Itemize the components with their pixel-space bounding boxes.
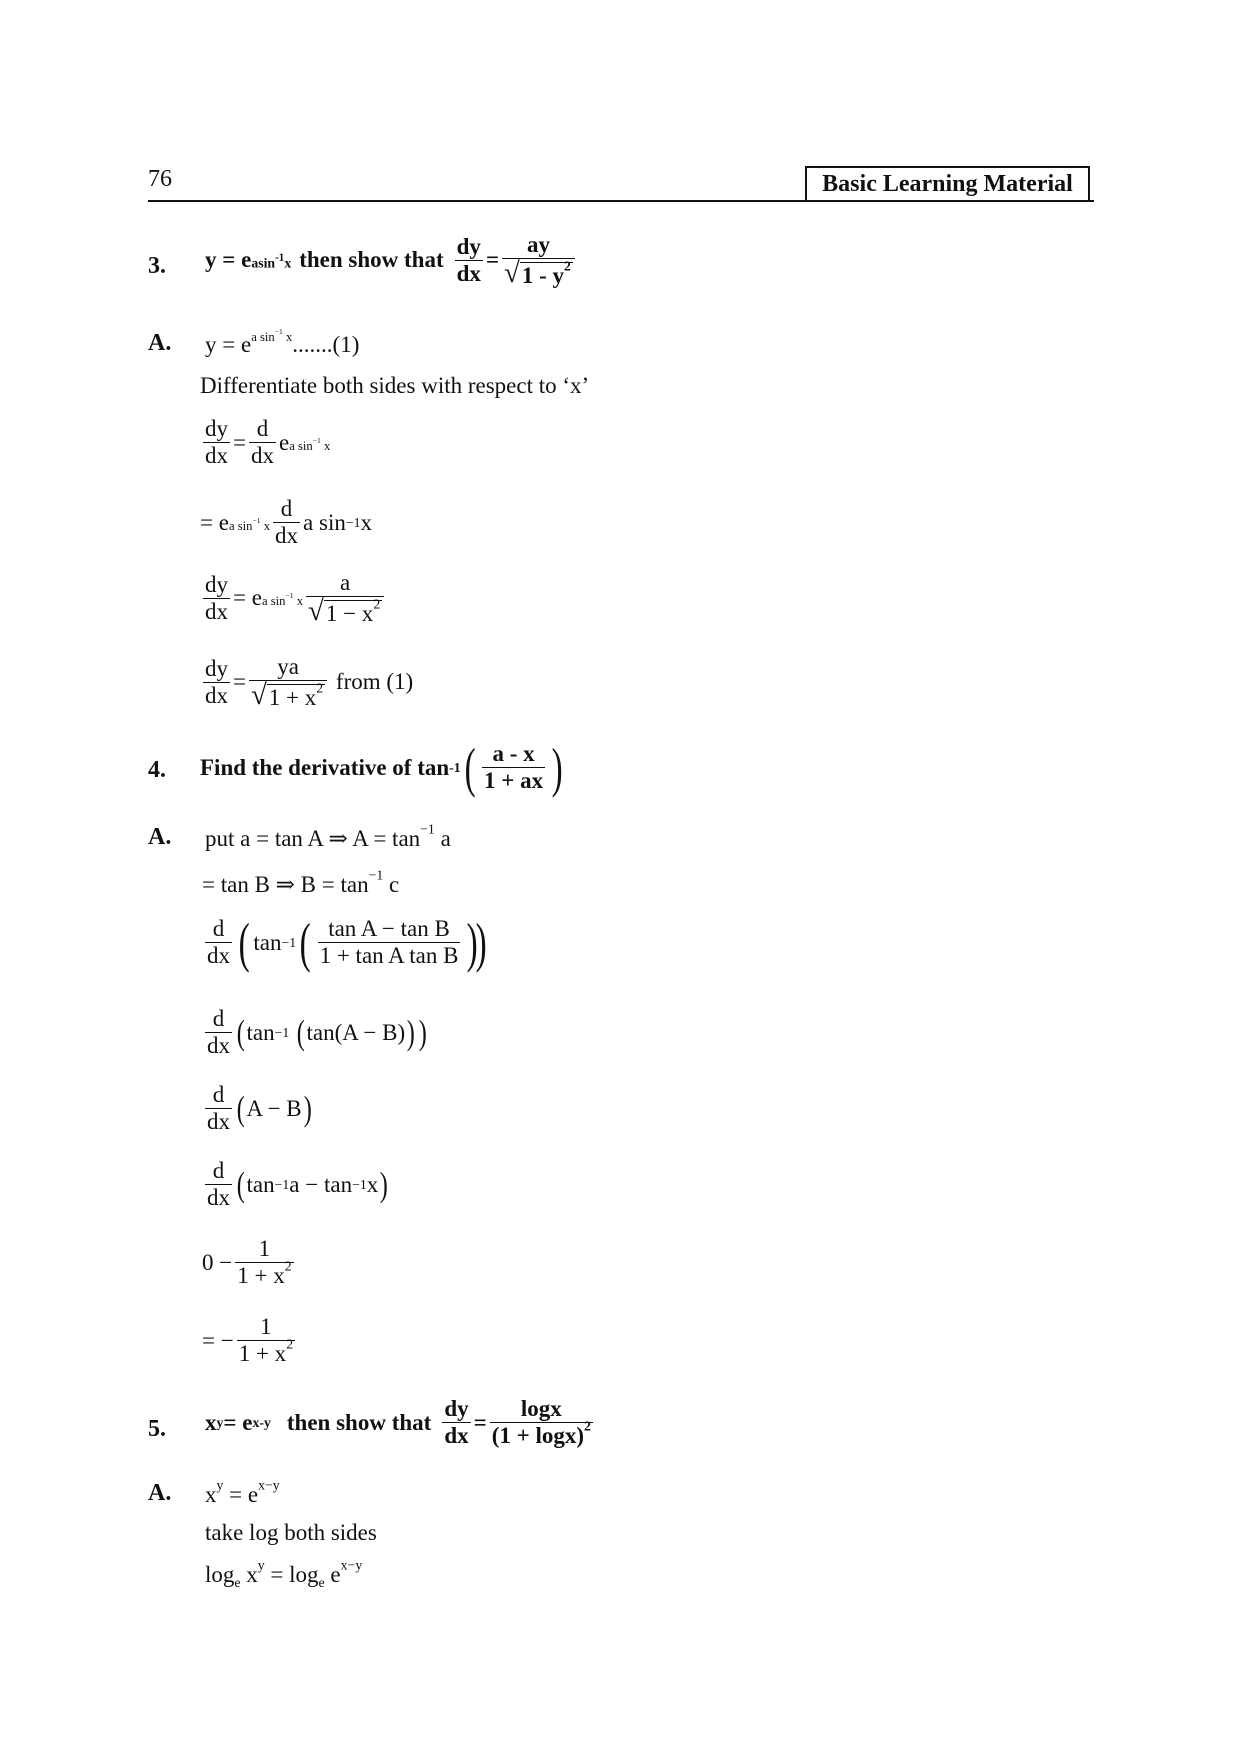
a4-line1-end: a [434, 826, 451, 851]
a4-line1-text: put a = tan A ⇒ A = tan [205, 826, 421, 851]
q3-den-r-text: 1 - y [521, 262, 564, 288]
a4-s2-d: d [212, 1006, 225, 1031]
a3-s4-den: √ $1 + x^2$ [249, 680, 327, 710]
a4-line2-text: = tan B ⇒ B = tan [202, 872, 369, 897]
a4-s1-tan: tan [253, 929, 282, 955]
a3-s4-dydx [203, 656, 230, 710]
a3-s2-dx: dx [275, 523, 299, 549]
a4-s1-rparen: ) [475, 912, 487, 973]
question-5-statement: x y = e x-y then show that $\frac{dy}{dx}$ = $\frac{\log x}{(1 + \log x)^2}$ [205, 1396, 591, 1449]
q3-lhs: y = e [205, 247, 252, 273]
q4-num: a - x [492, 740, 535, 766]
q5-phrase: then show that [286, 1409, 432, 1435]
a4-s4-tan: tan [246, 1171, 275, 1197]
a4-step3: $\frac{d}{dx}$ ( A − B ) [207, 1082, 312, 1135]
a3-s1-eq: = [233, 429, 246, 455]
question-3-number: 3. [148, 253, 166, 279]
a4-s3-d: d [212, 1082, 225, 1107]
a3-s4-dy: dy [205, 655, 228, 681]
q3-phrase: then show that [299, 247, 444, 273]
q3-eq: = [485, 247, 500, 273]
q5-eq: = [473, 1409, 487, 1435]
a3-s3-e: e [251, 585, 262, 611]
q5-den-l: dx [444, 1423, 469, 1449]
question-3-statement [205, 232, 578, 289]
a4-s1-ddx [205, 916, 232, 970]
a4-step1: $\frac{d}{dx}$ ( tan −1 ( $\frac{\text{tan A − tan B}}{\text{1 + tan A tan B}}$ ) ) [207, 912, 487, 973]
q3-frac-right [502, 232, 575, 289]
a3-s2-tail-x: x [360, 509, 373, 535]
a4-s4-dx: dx [207, 1185, 230, 1211]
a3-s2-e: e [218, 509, 229, 535]
a3-s3-eq: = [233, 585, 246, 611]
a3-s3-dx: dx [205, 598, 228, 624]
a3-s4-frac [249, 654, 327, 711]
a3-s3-num: a [340, 570, 351, 595]
q3-exp-inv: -1 [275, 251, 285, 264]
a5-l3-exp: x−y [340, 1557, 363, 1573]
a4-line2-end: c [383, 872, 400, 897]
a4-s3-inner: A − B [246, 1095, 302, 1121]
a3-line1-var: x [282, 329, 293, 344]
a3-s4-dx: dx [205, 682, 228, 708]
a4-step2: $\frac{d}{dx}$ ( tan −1 ( tan(A − B) ) ) [207, 1006, 427, 1059]
a4-s2-ddx [205, 1006, 232, 1060]
q4-text: Find the derivative of tan [200, 754, 450, 780]
a4-step5 [202, 1236, 297, 1290]
a4-s5-num: 1 [258, 1236, 271, 1261]
a5-l1-exp: x−y [258, 1477, 280, 1493]
book-title-box [805, 166, 1090, 202]
a4-s6-num: 1 [260, 1314, 272, 1339]
q5-num-r: logx [520, 1396, 562, 1421]
a4-s1-rparen2: ) [467, 912, 479, 973]
a3-line1-lhs: y = e [205, 332, 252, 358]
a3-step4 [200, 654, 413, 711]
a3-s2-eq: = [200, 509, 213, 535]
a3-line1-exp: a sin [251, 329, 275, 344]
a3-line1-tag: .......(1) [292, 332, 360, 358]
a4-s5-frac [235, 1236, 293, 1290]
a3-s2-d: d [280, 496, 293, 521]
question-4-number: 4. [148, 757, 166, 783]
a4-s5-den-text: 1 + x [237, 1263, 285, 1289]
q3-den-l: dx [456, 260, 481, 286]
q5-eq-e: = e [223, 1409, 253, 1435]
page-number: 76 [148, 166, 172, 192]
a3-s2-x: x [260, 518, 271, 533]
header-rule [148, 200, 1094, 202]
a5-l1-eq: = e [223, 1482, 259, 1507]
a3-s1-dx: dx [205, 443, 228, 469]
q3-num-l: dy [456, 233, 481, 259]
q4-frac [482, 741, 545, 795]
a3-s4-den-text: 1 + x [268, 684, 317, 710]
a4-s1-num: tan A − tan B [328, 915, 450, 941]
a4-step6 [202, 1314, 298, 1368]
a4-s6-den [237, 1337, 295, 1367]
a4-step4: $\frac{d}{dx}$ ( tan −1 a − tan −1 x ) [207, 1158, 389, 1211]
a4-s4-end: x [366, 1171, 379, 1197]
a3-step2: = e a $\sin^{-1} x$ $\frac{d}{dx}$ a sin −1 x [200, 496, 373, 549]
q5-frac-left [442, 1396, 470, 1450]
a3-s1-inv: −1 [312, 435, 321, 445]
a3-s4-tag: from (1) [335, 669, 414, 695]
q5-frac-right [490, 1396, 593, 1450]
a3-step3 [200, 570, 387, 627]
a4-s1-lparen2: ( [299, 912, 311, 973]
a4-line1-inv: −1 [420, 821, 435, 837]
a5-l3-eq: = log [264, 1562, 319, 1587]
q3-den-r: √ $1 - y^2$ [502, 258, 575, 288]
a3-s1-exp: a sin [289, 438, 313, 453]
a5-line3 [205, 1557, 363, 1590]
q3-den-r-pow: 2 [564, 258, 571, 274]
a3-step1 [200, 416, 330, 470]
answer-4-label: A. [148, 824, 172, 850]
a3-s3-inv: −1 [285, 591, 294, 601]
a4-s6-frac [237, 1314, 295, 1368]
a4-s1-d: d [212, 915, 225, 941]
a4-s4-mid: a − tan [289, 1171, 353, 1197]
a3-line1 [205, 327, 360, 358]
a4-s1-den: 1 + tan A tan B [319, 943, 459, 969]
a4-s3-ddx [205, 1082, 232, 1136]
a3-s3-dy: dy [205, 571, 228, 597]
a3-s1-e: e [278, 429, 290, 455]
a5-l3-e: e [234, 1574, 241, 1590]
q5-den-r [490, 1419, 593, 1449]
a3-s2-exp: a sin [228, 518, 253, 533]
a4-line1 [205, 821, 451, 852]
q5-den-r-text: (1 + logx) [491, 1423, 585, 1449]
a3-s4-eq: = [233, 669, 246, 695]
q4-lparen: ( [464, 737, 476, 798]
q5-den-r-pow: 2 [584, 1419, 591, 1435]
a3-s3-frac [306, 570, 384, 627]
q5-num-l: dy [444, 1396, 469, 1421]
a4-s1-lparen: ( [238, 912, 250, 973]
a4-s5-lead: 0 − [202, 1249, 233, 1275]
a4-s4-ddx [205, 1158, 232, 1212]
q5-x: x [205, 1409, 217, 1435]
a5-l3-log: log [205, 1562, 235, 1587]
a5-line1 [205, 1477, 280, 1508]
question-4-statement: Find the derivative of tan -1 ( $\frac{a - x}{1 + ax}$ ) [200, 737, 563, 798]
a5-line2: take log both sides [205, 1520, 377, 1545]
a4-line2 [202, 867, 400, 898]
a5-l3-e3: e [324, 1562, 341, 1587]
a3-s1-dydx [203, 416, 230, 470]
a3-s2-ddx [273, 496, 300, 550]
q3-exp: asin [251, 255, 276, 271]
book-title: Basic Learning Material [822, 170, 1073, 197]
a4-s2-inner: tan(A − B) [306, 1019, 406, 1045]
a4-s6-pow: 2 [286, 1337, 294, 1353]
a4-s1-dx: dx [207, 943, 230, 969]
a4-s6-lead: = − [202, 1327, 234, 1353]
a3-s3-x: x [293, 593, 304, 608]
q4-rparen: ) [551, 737, 563, 798]
a4-s3-dx: dx [207, 1109, 230, 1135]
a3-s3-dydx [203, 572, 230, 626]
a5-l1-y: y [216, 1477, 224, 1493]
a4-s4-d: d [212, 1158, 225, 1183]
a3-line1-inv: −1 [274, 327, 283, 336]
a3-s1-d: d [256, 416, 269, 441]
a4-s5-den [235, 1259, 293, 1289]
a4-line2-inv: −1 [368, 867, 384, 883]
answer-5-label: A. [148, 1480, 172, 1506]
a3-instruction: Differentiate both sides with respect to ‘x’ [200, 373, 590, 398]
a3-s3-exp: a sin [261, 593, 286, 608]
a4-s2-tan: tan [246, 1019, 275, 1045]
a5-l3-y: y [257, 1557, 265, 1573]
q4-den: 1 + ax [484, 768, 544, 794]
question-5-number: 5. [148, 1416, 166, 1442]
a3-s4-pow: 2 [316, 680, 324, 696]
q3-exp-var: x [284, 255, 292, 271]
a4-s6-den-text: 1 + x [238, 1341, 287, 1367]
a5-l1-x: x [205, 1482, 217, 1507]
a4-s5-pow: 2 [284, 1259, 292, 1275]
a4-s2-dx: dx [207, 1033, 230, 1059]
a5-l3-x: x [240, 1562, 258, 1587]
a3-s1-ddx [249, 416, 276, 470]
a3-s4-num: ya [277, 654, 299, 679]
a5-l3-e2: e [318, 1574, 325, 1590]
a3-s2-tail: a sin [303, 509, 346, 535]
q3-frac-left [455, 234, 483, 288]
q3-num-r: ay [526, 232, 550, 257]
answer-3-label: A. [148, 330, 172, 356]
a3-s1-dy: dy [205, 416, 228, 441]
a3-s3-pow: 2 [373, 596, 381, 612]
a3-s1-dx2: dx [250, 443, 274, 469]
a3-s2-inv: −1 [252, 515, 261, 525]
a3-s1-x: x [320, 438, 331, 453]
a4-s1-frac [318, 916, 461, 970]
a3-s3-den: √ $1 - x^2$ [306, 596, 384, 626]
a3-s3-den-text: 1 − x [325, 600, 374, 626]
